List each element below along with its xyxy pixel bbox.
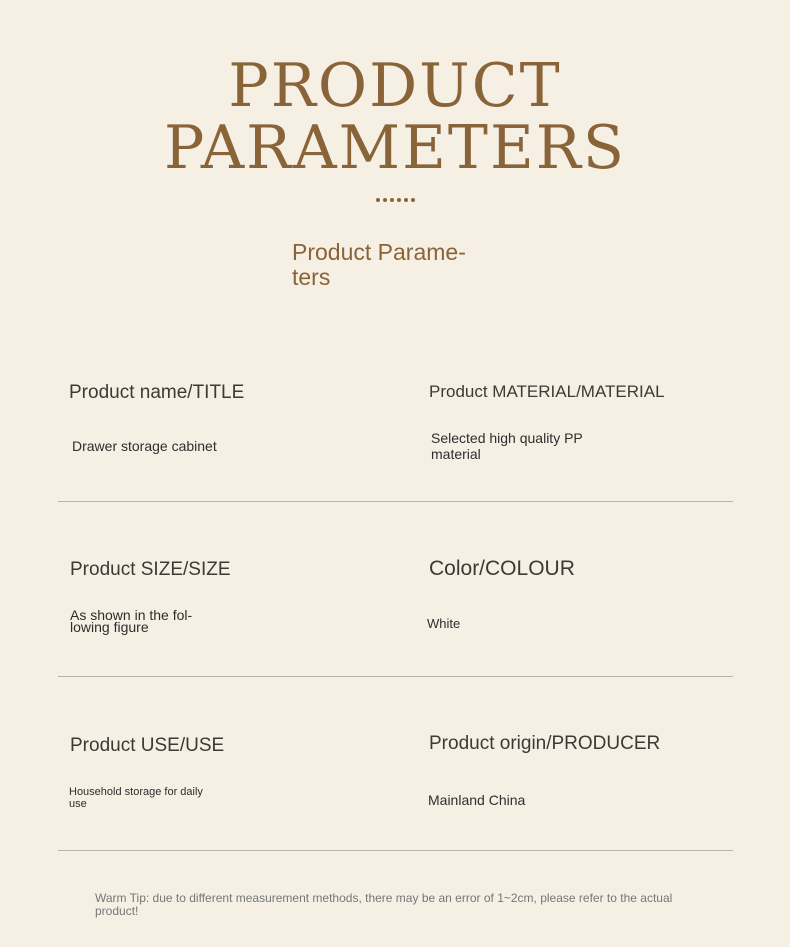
product-use-value: Household storage for daily use bbox=[69, 786, 203, 810]
divider-3 bbox=[58, 850, 733, 851]
product-material-value: Selected high quality PP material bbox=[431, 430, 583, 462]
product-name-label: Product name/TITLE bbox=[69, 382, 245, 403]
product-size-value: As shown in the fol-lowing figure bbox=[70, 607, 193, 635]
divider-1 bbox=[58, 501, 733, 502]
page-subtitle: Product Parame-ters bbox=[292, 239, 466, 290]
product-use-label: Product USE/USE bbox=[70, 735, 225, 756]
decorative-dots bbox=[0, 198, 790, 202]
product-name-value: Drawer storage cabinet bbox=[72, 438, 217, 454]
divider-2 bbox=[58, 676, 733, 677]
product-material-label: Product MATERIAL/MATERIAL bbox=[429, 382, 665, 401]
page-title-line2: PARAMETERS bbox=[163, 113, 627, 183]
product-color-value: White bbox=[427, 616, 461, 631]
product-origin-label: Product origin/PRODUCER bbox=[429, 733, 661, 754]
warm-tip: Warm Tip: due to different measurement methods, there may be an error of 1~2cm, please refer to the actual product! bbox=[95, 891, 673, 918]
product-color-label: Color/COLOUR bbox=[429, 557, 575, 580]
product-size-label: Product SIZE/SIZE bbox=[70, 559, 231, 580]
page-title-line1: PRODUCT bbox=[228, 51, 562, 121]
product-origin-value: Mainland China bbox=[428, 792, 526, 808]
